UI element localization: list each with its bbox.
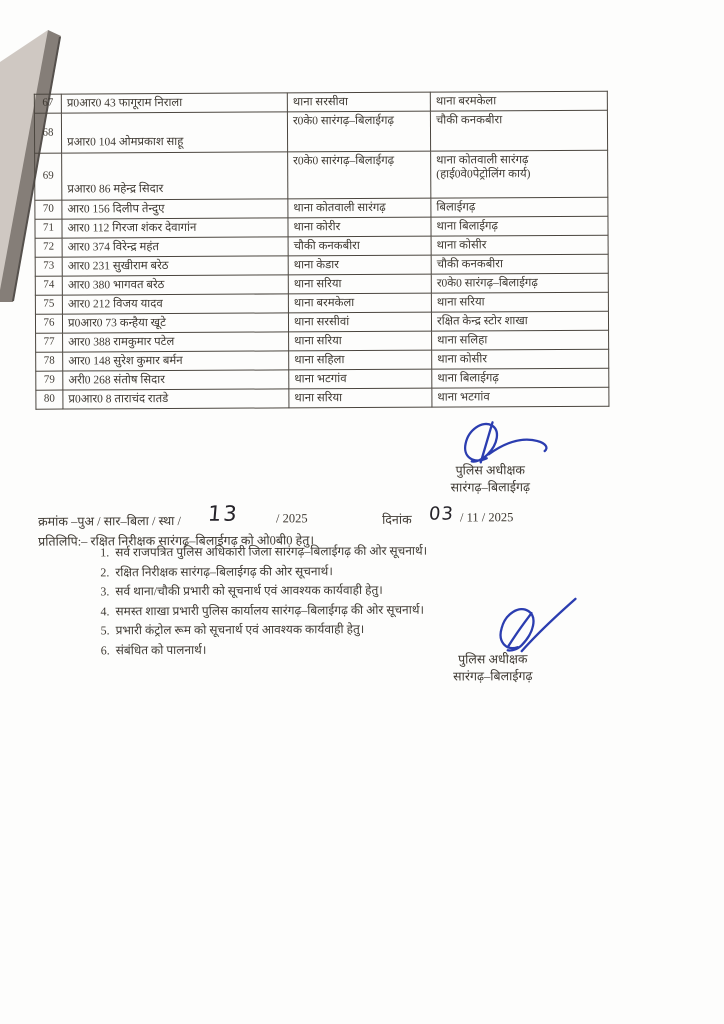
signature-block-1 xyxy=(413,462,568,497)
table-row xyxy=(34,110,607,153)
cell-to: चौकी कनकबीरा xyxy=(430,110,607,151)
signature-ink-1 xyxy=(443,416,573,467)
cell-sn: 72 xyxy=(35,238,62,257)
cell-name: आर0 112 गिरजा शंकर देवागांन xyxy=(62,218,288,238)
cell-from: थाना सरिया xyxy=(289,331,432,351)
cell-to: थाना कोतवाली सारंगढ़ (हाई0वे0पेट्रोलिंग कार्य) xyxy=(431,150,608,198)
copy-list-item: 1. सर्व राजपत्रित पुलिस अधिकारी जिला सारंगढ़–बिलाईगढ़ की ओर सूचनार्थ। xyxy=(100,543,428,560)
cell-to: रक्षित केन्द्र स्टोर शाखा xyxy=(431,311,608,331)
cell-name: आर0 148 सुरेश कुमार बर्मन xyxy=(63,351,289,371)
copy-list xyxy=(100,545,428,664)
cell-sn: 68 xyxy=(34,113,61,153)
cell-name: आर0 156 दिलीप तेन्दुए xyxy=(62,199,288,219)
cell-to: थाना बरमकेला xyxy=(430,91,607,111)
cell-to: थाना सलिहा xyxy=(432,330,609,350)
cell-sn: 77 xyxy=(36,333,63,352)
cell-to: चौकी कनकबीरा xyxy=(431,254,608,274)
cell-sn: 80 xyxy=(36,390,63,409)
cell-from: र0के0 सारंगढ़–बिलाईगढ़ xyxy=(288,151,431,199)
cell-sn: 70 xyxy=(35,200,62,219)
date-label: दिनांक xyxy=(382,512,412,527)
cell-name: आर0 231 सुखीराम बरेठ xyxy=(62,256,288,276)
cell-name: प्र0आर0 8 ताराचंद रातडे xyxy=(63,389,289,409)
cell-from: थाना सहिला xyxy=(289,350,432,370)
signatory-title: पुलिस अधीक्षक xyxy=(455,463,526,478)
cell-from: थाना सरिया xyxy=(288,274,431,294)
cell-name: आर0 388 रामकुमार पटेल xyxy=(63,332,289,352)
cell-from: थाना सरिया xyxy=(289,388,432,408)
copy-list-item: 3. सर्व थाना/चौकी प्रभारी को सूचनार्थ एवं आवश्यक कार्यवाही हेतु। xyxy=(100,583,383,599)
cell-from: थाना भटगांव xyxy=(289,369,432,389)
cell-name: प्रआर0 104 ओमप्रकाश साहू xyxy=(61,112,287,153)
cell-from: थाना बरमकेला xyxy=(288,293,431,313)
cell-name: आर0 380 भागवत बरेठ xyxy=(62,275,288,295)
transfer-table xyxy=(34,91,610,410)
copy-list-item: 6. संबंधित को पालनार्थ। xyxy=(100,642,207,658)
cell-name: आर0 374 विरेन्द्र महंत xyxy=(62,237,288,257)
cell-to: बिलाईगढ़ xyxy=(431,197,608,217)
cell-to: थाना कोसीर xyxy=(432,349,609,369)
cell-name: आर0 212 विजय यादव xyxy=(62,294,288,314)
cell-to: थाना सरिया xyxy=(431,292,608,312)
cell-from: थाना केडार xyxy=(288,255,431,275)
cell-to: थाना बिलाईगढ़ xyxy=(431,216,608,236)
signatory-district: सारंगढ़–बिलाईगढ़ xyxy=(450,479,531,495)
copy-heading-text: रक्षित निरीक्षक सारंगढ़–बिलाईगढ़ को ओ0बी0 हेतु। xyxy=(90,533,315,549)
cell-name: प्र0आर0 73 कन्हैया खूटे xyxy=(62,313,288,333)
cell-sn: 69 xyxy=(35,153,62,200)
cell-sn: 79 xyxy=(36,371,63,390)
cell-from: थाना सरसीवां xyxy=(288,312,431,332)
cell-from: थाना सरसीवा xyxy=(287,92,430,112)
cell-sn: 71 xyxy=(35,219,62,238)
copy-list-item: 4. समस्त शाखा प्रभारी पुलिस कार्यालय सारंगढ़–बिलाईगढ़ की ओर सूचनार्थ। xyxy=(100,602,425,619)
cell-sn: 75 xyxy=(35,295,62,314)
cell-sn: 78 xyxy=(36,352,63,371)
cell-sn: 74 xyxy=(35,276,62,295)
signature-block-2 xyxy=(413,651,573,686)
signature-ink-2 xyxy=(487,595,582,657)
cell-name: अरी0 268 संतोष सिदार xyxy=(63,370,289,390)
reference-number-handwritten: 13 xyxy=(207,501,240,526)
cell-to: र0के0 सारंगढ़–बिलाईगढ़ xyxy=(431,273,608,293)
reference-year: / 2025 xyxy=(275,511,308,526)
date-day-handwritten: 03 xyxy=(428,503,455,525)
cell-sn: 76 xyxy=(35,314,62,333)
table-row xyxy=(35,150,608,200)
cell-to: थाना भटगांव xyxy=(432,387,609,407)
cell-sn: 73 xyxy=(35,257,62,276)
reference-prefix: क्रमांक –पुअ / सार–बिला / स्था / xyxy=(38,513,182,529)
copy-list-item: 2. रक्षित निरीक्षक सारंगढ़–बिलाईगढ़ की ओर सूचनार्थ। xyxy=(100,563,333,579)
table-row xyxy=(36,387,609,409)
cell-name: प्रआर0 86 महेन्द्र सिदार xyxy=(62,152,288,200)
cell-to: थाना कोसीर xyxy=(431,235,608,255)
date-month-year: / 11 / 2025 xyxy=(459,510,514,525)
copy-list-item: 5. प्रभारी कंट्रोल रूम को सूचनार्थ एवं आवश्यक कार्यवाही हेतु। xyxy=(100,622,365,638)
signatory-district: सारंगढ़–बिलाईगढ़ xyxy=(453,668,533,684)
cell-from: र0के0 सारंगढ़–बिलाईगढ़ xyxy=(287,111,430,152)
cell-from: थाना कोतवाली सारंगढ़ xyxy=(288,198,431,218)
signatory-title: पुलिस अधीक्षक xyxy=(458,652,528,667)
cell-name: प्र0आर0 43 फागूराम निराला xyxy=(61,93,287,113)
cell-from: चौकी कनकबीरा xyxy=(288,236,431,256)
copy-heading-label: प्रतिलिपि:– xyxy=(38,534,88,549)
cell-sn: 67 xyxy=(34,94,61,113)
cell-to: थाना बिलाईगढ़ xyxy=(432,368,609,388)
cell-from: थाना कोरीर xyxy=(288,217,431,237)
